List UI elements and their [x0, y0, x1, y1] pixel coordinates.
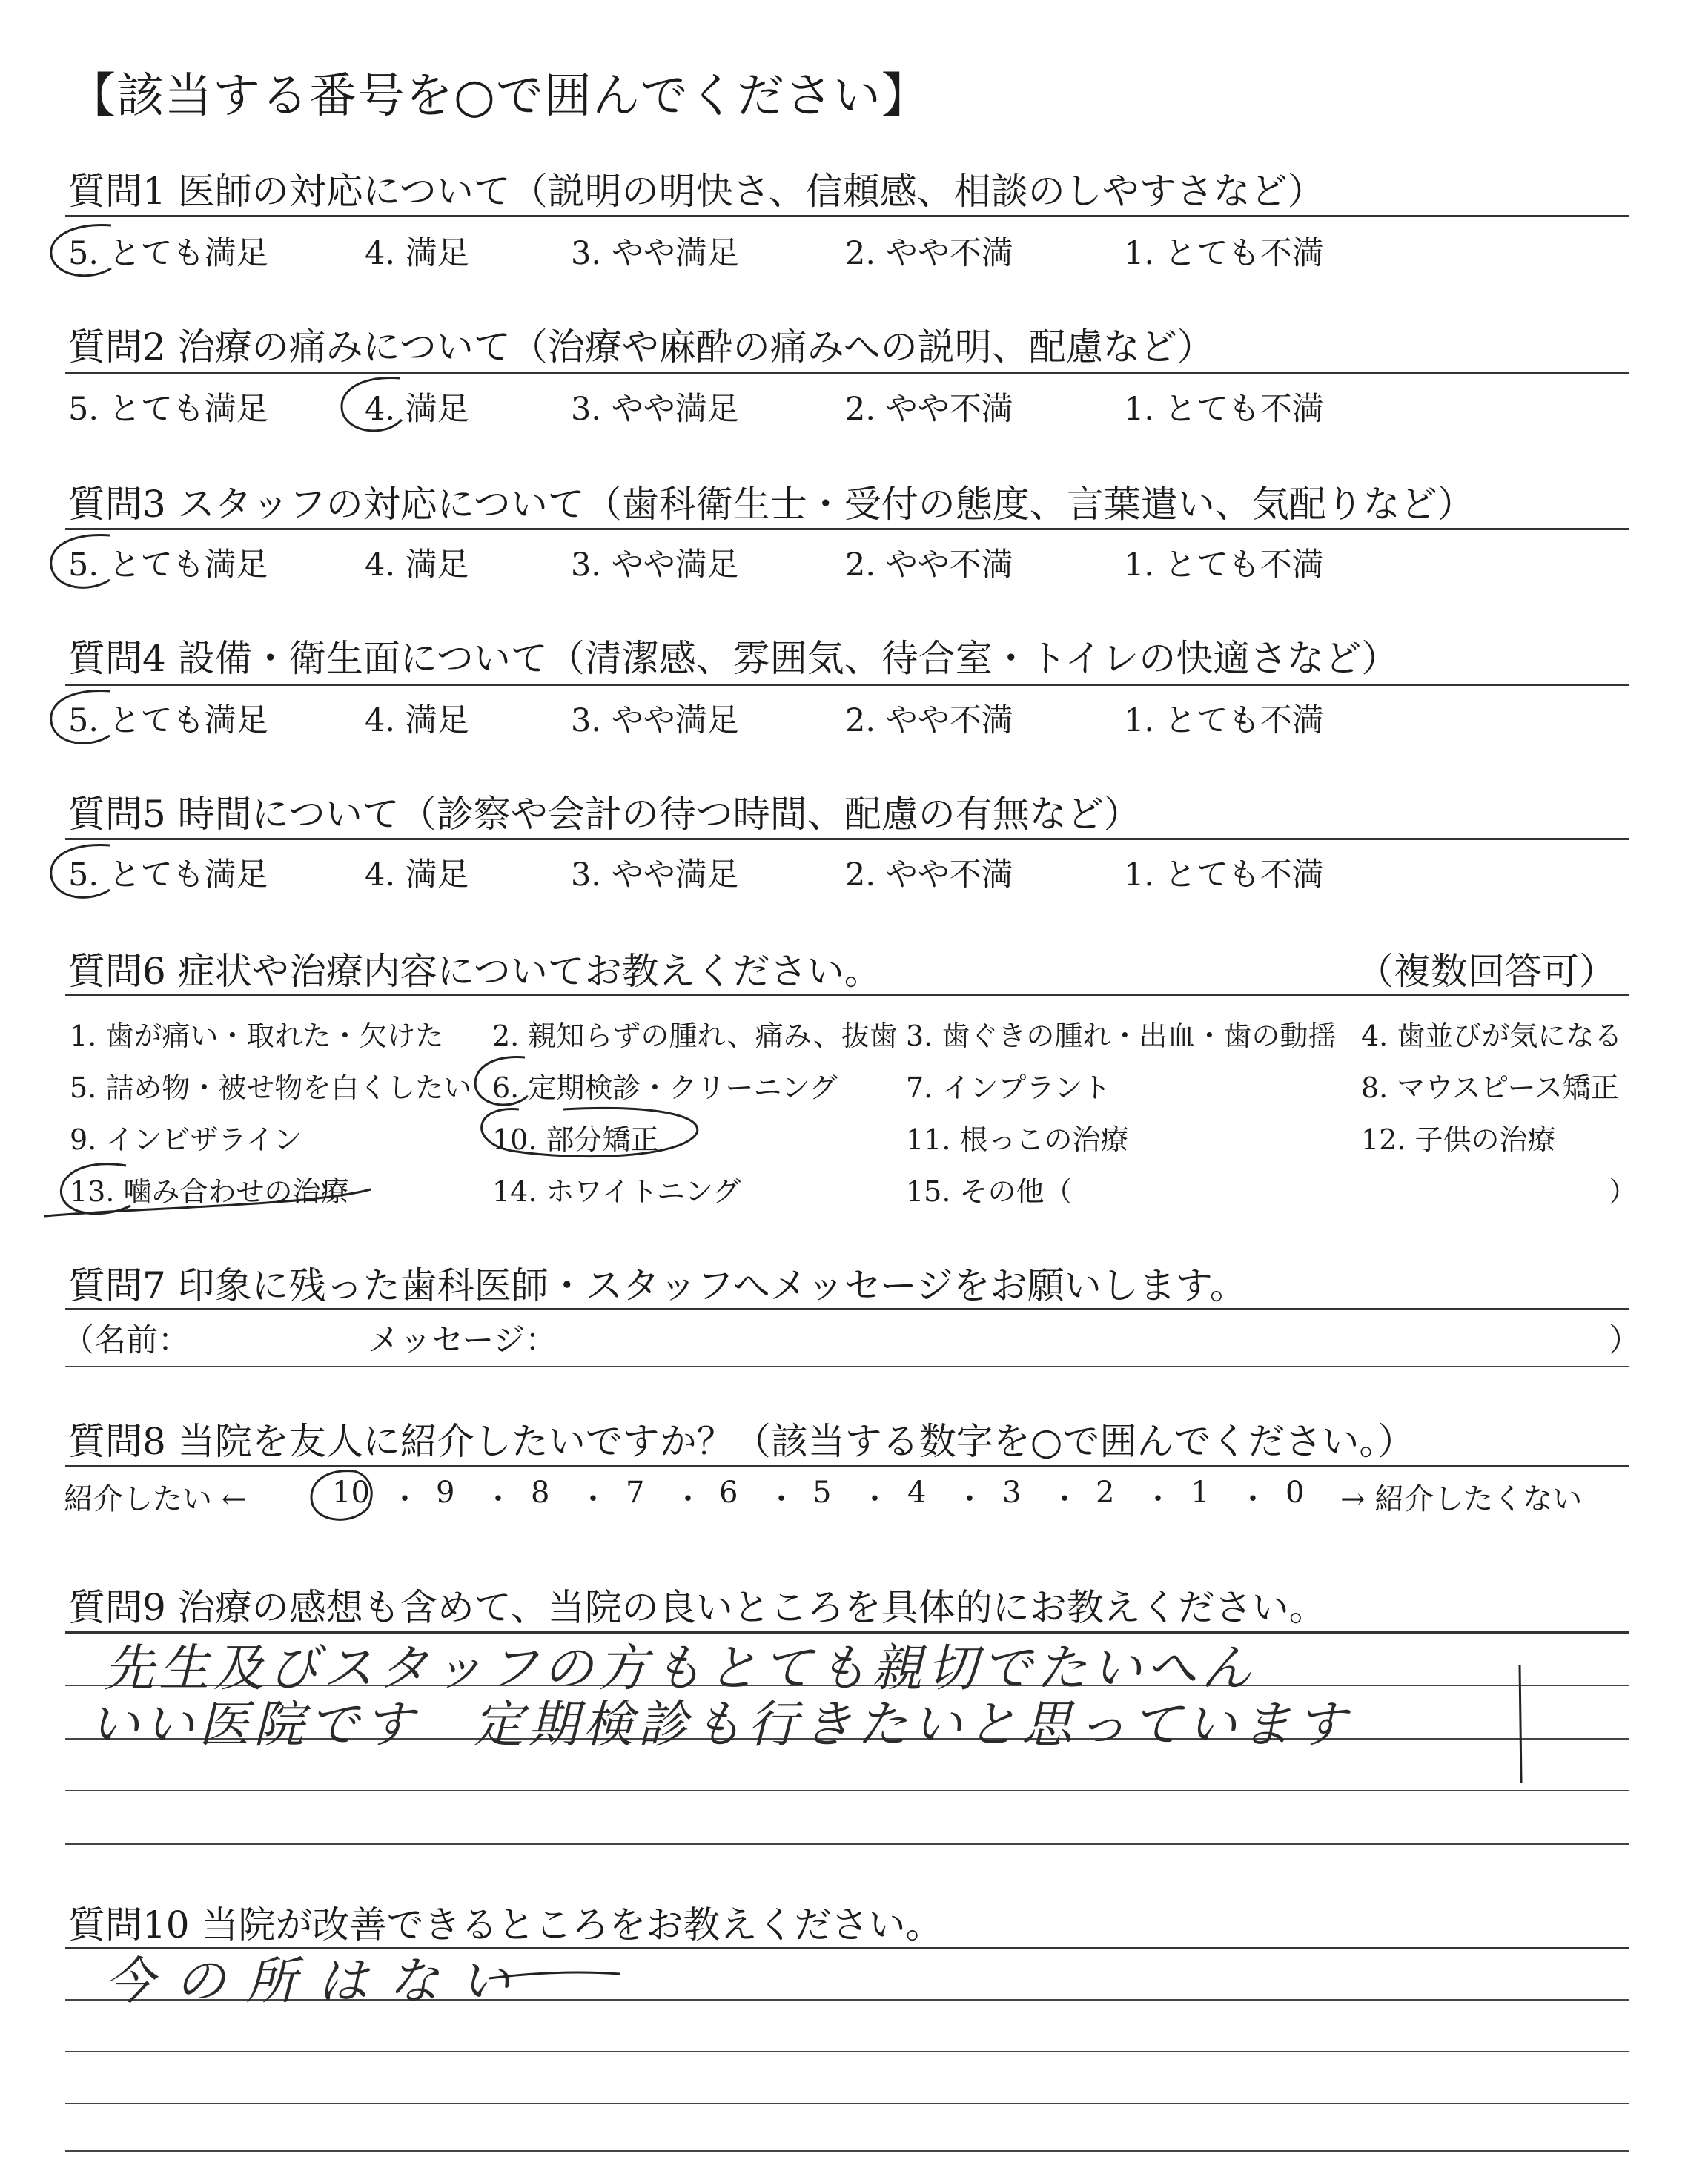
q2-option-5[interactable]: 5. とても満足: [68, 391, 268, 428]
q3-option-4[interactable]: 4. 満足: [365, 546, 469, 584]
form-heading: 【該当する番号を○で囲んでください】: [68, 69, 930, 124]
q3-option-1[interactable]: 1. とても不満: [1124, 546, 1324, 584]
q9-answer-line-1: 先生及びスタッフの方もとても親切でたいへん: [104, 1639, 1257, 1698]
q3-selected-circle-5: [51, 535, 110, 588]
q4-selected-circle-5: [51, 691, 110, 744]
q7-close: ）: [1609, 1322, 1641, 1359]
q6-selected-circle-13: [44, 1164, 371, 1216]
q8-selected-circle-10: [311, 1471, 371, 1520]
q6-option-8[interactable]: 8. マウスピース矯正: [1361, 1071, 1619, 1104]
q4-option-5[interactable]: 5. とても満足: [68, 702, 268, 739]
q6-selected-circle-6: [475, 1057, 528, 1106]
q6-option-14[interactable]: 14. ホワイトニング: [492, 1175, 741, 1208]
q6-option-4[interactable]: 4. 歯並びが気になる: [1361, 1020, 1623, 1052]
q9-title: 質問9 治療の感想も含めて、当院の良いところを具体的にお教えください。: [68, 1586, 1326, 1629]
q4-title: 質問4 設備・衛生面について（清潔感、雰囲気、待合室・トイレの快適さなど）: [68, 637, 1399, 680]
q8-scale-1[interactable]: 1: [1191, 1476, 1210, 1510]
q8-scale-3[interactable]: 3: [1002, 1476, 1022, 1510]
q10-handwritten-dash: [489, 1972, 620, 1978]
q2-option-1[interactable]: 1. とても不満: [1124, 391, 1324, 428]
q7-title: 質問7 印象に残った歯科医師・スタッフへメッセージをお願いします。: [68, 1264, 1247, 1307]
q6-option-11[interactable]: 11. 根っこの治療: [906, 1123, 1129, 1156]
q8-sep: ・: [483, 1482, 513, 1516]
q7-name-label: （名前：: [62, 1322, 190, 1359]
q10-answer-line-1: 今の所はない: [104, 1952, 532, 2011]
q6-option-9[interactable]: 9. インビザライン: [70, 1123, 302, 1156]
q1-selected-circle-5: [51, 225, 111, 276]
q8-sep: ・: [955, 1482, 984, 1516]
q8-sep: ・: [1050, 1482, 1079, 1516]
q6-option-13[interactable]: 13. 噛み合わせの治療: [70, 1175, 349, 1208]
q3-option-2[interactable]: 2. やや不満: [845, 546, 1013, 584]
q8-scale-6[interactable]: 6: [719, 1476, 738, 1510]
q7-message-label: メッセージ：: [368, 1322, 557, 1359]
q2-option-4[interactable]: 4. 満足: [365, 391, 469, 428]
q2-selected-circle-4: [342, 378, 402, 431]
q6-other-close: ）: [1609, 1175, 1638, 1208]
q8-sep: ・: [578, 1482, 608, 1516]
q3-title: 質問3 スタッフの対応について（歯科衛生士・受付の態度、言葉遣い、気配りなど）: [68, 483, 1474, 526]
q8-sep: ・: [673, 1482, 703, 1516]
q6-option-10[interactable]: 10. 部分矯正: [492, 1123, 659, 1156]
q8-scale-0[interactable]: 0: [1285, 1476, 1305, 1510]
q5-selected-circle-5: [51, 845, 110, 898]
q8-scale-9[interactable]: 9: [436, 1476, 455, 1510]
q8-scale-8[interactable]: 8: [531, 1476, 550, 1510]
q10-title: 質問10 当院が改善できるところをお教えください。: [68, 1903, 943, 1946]
q6-title: 質問6 症状や治療内容についてお教えください。: [68, 950, 881, 993]
q8-title: 質問8 当院を友人に紹介したいですか？（該当する数字を○で囲んでください。）: [68, 1420, 1415, 1463]
q5-option-4[interactable]: 4. 満足: [365, 856, 469, 894]
q5-option-3[interactable]: 3. やや満足: [571, 856, 739, 894]
q6-selected-circle-10: [482, 1108, 698, 1156]
q6-option-12[interactable]: 12. 子供の治療: [1361, 1123, 1556, 1156]
q8-right-label: → 紹介したくない: [1340, 1482, 1583, 1516]
q6-option-6[interactable]: 6. 定期検診・クリーニング: [492, 1071, 838, 1104]
q3-option-3[interactable]: 3. やや満足: [571, 546, 739, 584]
q6-option-3[interactable]: 3. 歯ぐきの腫れ・出血・歯の動揺: [906, 1020, 1337, 1052]
q8-sep: ・: [1143, 1482, 1173, 1516]
q8-scale-10[interactable]: 10: [332, 1476, 370, 1510]
q6-multi-note: （複数回答可）: [1357, 950, 1616, 993]
q6-option-15[interactable]: 15. その他（: [906, 1175, 1073, 1208]
q1-option-4[interactable]: 4. 満足: [365, 235, 469, 272]
q6-option-5[interactable]: 5. 詰め物・被せ物を白くしたい: [70, 1071, 472, 1104]
q2-option-2[interactable]: 2. やや不満: [845, 391, 1013, 428]
q6-option-7[interactable]: 7. インプラント: [906, 1071, 1111, 1104]
q1-option-3[interactable]: 3. やや満足: [571, 235, 739, 272]
q9-answer-line-2: いい医院です 定期検診も行きたいと思っています: [89, 1696, 1351, 1754]
q1-option-5[interactable]: 5. とても満足: [68, 235, 268, 272]
q6-option-2[interactable]: 2. 親知らずの腫れ、痛み、抜歯: [492, 1020, 898, 1052]
q8-left-label: 紹介したい ←: [64, 1482, 247, 1516]
q1-title: 質問1 医師の対応について（説明の明快さ、信頼感、相談のしやすさなど）: [68, 170, 1325, 213]
q4-option-2[interactable]: 2. やや不満: [845, 702, 1013, 739]
q4-option-1[interactable]: 1. とても不満: [1124, 702, 1324, 739]
q4-option-4[interactable]: 4. 満足: [365, 702, 469, 739]
q5-option-2[interactable]: 2. やや不満: [845, 856, 1013, 894]
q8-sep: ・: [1238, 1482, 1268, 1516]
q6-option-1[interactable]: 1. 歯が痛い・取れた・欠けた: [70, 1020, 444, 1052]
q8-scale-2[interactable]: 2: [1096, 1476, 1115, 1510]
q8-scale-4[interactable]: 4: [907, 1476, 927, 1510]
q2-option-3[interactable]: 3. やや満足: [571, 391, 739, 428]
q4-option-3[interactable]: 3. やや満足: [571, 702, 739, 739]
q8-scale-5[interactable]: 5: [812, 1476, 832, 1510]
q2-title: 質問2 治療の痛みについて（治療や麻酔の痛みへの説明、配慮など）: [68, 326, 1214, 369]
q3-option-5[interactable]: 5. とても満足: [68, 546, 268, 584]
q8-sep: ・: [860, 1482, 890, 1516]
q1-option-2[interactable]: 2. やや不満: [845, 235, 1013, 272]
q1-option-1[interactable]: 1. とても不満: [1124, 235, 1324, 272]
q5-title: 質問5 時間について（診察や会計の待つ時間、配慮の有無など）: [68, 793, 1141, 836]
q5-option-1[interactable]: 1. とても不満: [1124, 856, 1324, 894]
q5-option-5[interactable]: 5. とても満足: [68, 856, 268, 894]
q8-scale-7[interactable]: 7: [626, 1476, 645, 1510]
q8-sep: ・: [390, 1482, 420, 1516]
q9-handwritten-stroke: [1520, 1665, 1521, 1783]
q8-sep: ・: [767, 1482, 796, 1516]
